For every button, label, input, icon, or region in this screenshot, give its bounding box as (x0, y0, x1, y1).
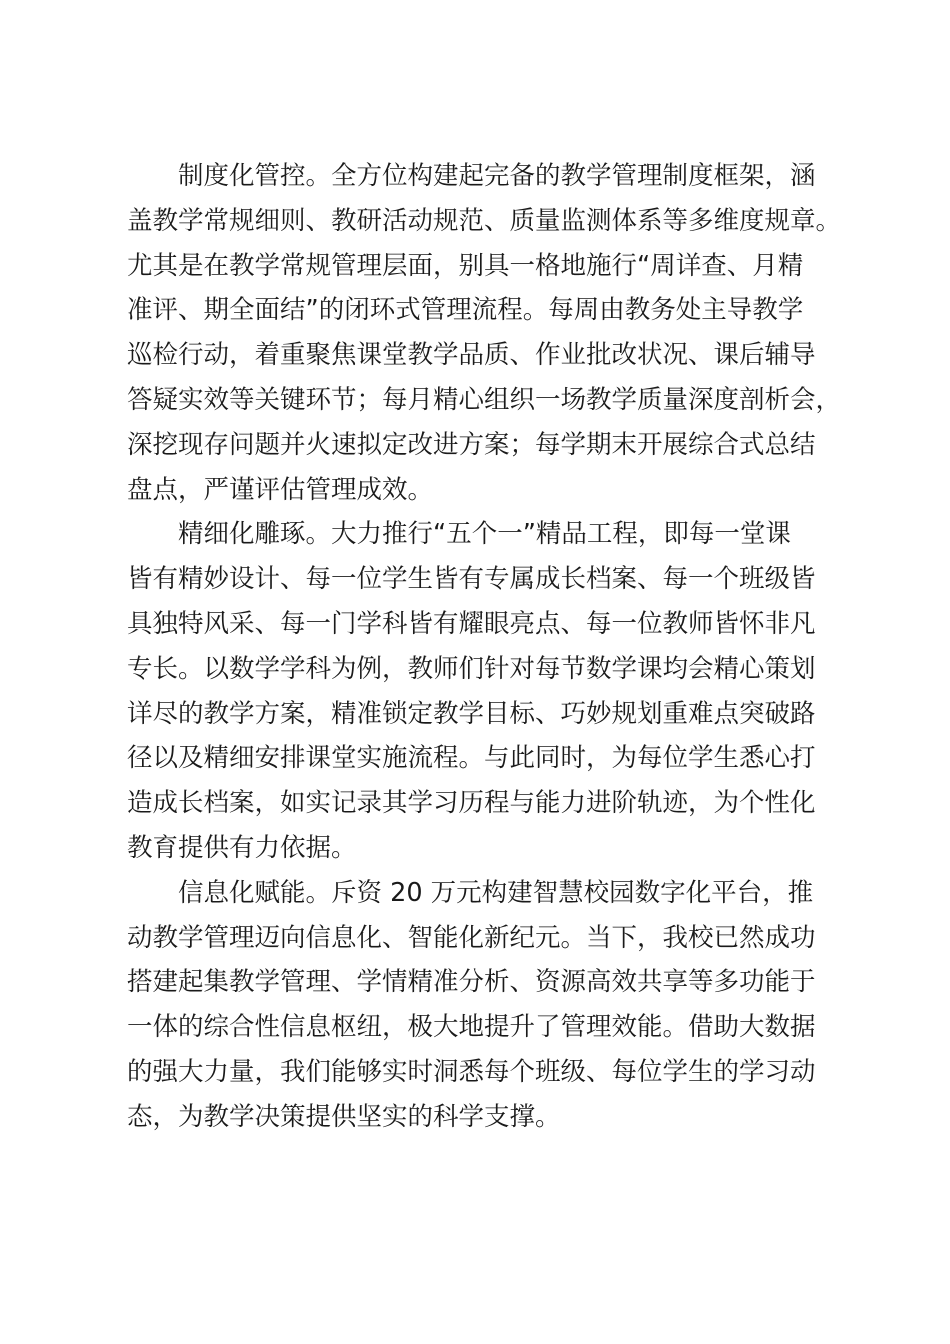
paragraph-refinement (127, 512, 839, 870)
paragraph-institutional-management (127, 154, 842, 512)
text-line: 尤其是在教学常规管理层面，别具一格地施行“周详查、月精 (127, 250, 804, 281)
text-line: 盖教学常规细则、教研活动规范、质量监测体系等多维度规章。 (127, 205, 842, 236)
text-line: 皆有精妙设计、每一位学生皆有专属成长档案、每一个班级皆 (127, 564, 816, 595)
text-line: 信息化赋能。斥资 20 万元构建智慧校园数字化平台，推 (127, 877, 814, 908)
text-line: 详尽的教学方案，精准锁定教学目标、巧妙规划重难点突破路 (127, 698, 816, 729)
text-line: 答疑实效等关键环节；每月精心组织一场教学质量深度剖析会， (127, 384, 842, 415)
text-line: 的强大力量，我们能够实时洞悉每个班级、每位学生的学习动 (127, 1056, 816, 1087)
text-line: 教育提供有力依据。 (127, 832, 357, 863)
text-line: 态，为教学决策提供坚实的科学支撑。 (127, 1101, 561, 1132)
text-line: 准评、期全面结”的闭环式管理流程。每周由教务处主导教学 (127, 295, 804, 326)
text-line: 巡检行动，着重聚焦课堂教学品质、作业批改状况、课后辅导 (127, 340, 816, 371)
text-line: 精细化雕琢。大力推行“五个一”精品工程，即每一堂课 (127, 519, 791, 550)
text-line: 动教学管理迈向信息化、智能化新纪元。当下，我校已然成功 (127, 922, 816, 953)
text-line: 制度化管控。全方位构建起完备的教学管理制度框架，涵 (127, 161, 816, 191)
text-line: 专长。以数学学科为例，教师们针对每节数学课均会精心策划 (127, 653, 816, 684)
text-line: 盘点，严谨评估管理成效。 (127, 474, 434, 505)
text-line: 造成长档案，如实记录其学习历程与能力进阶轨迹，为个性化 (127, 788, 816, 819)
text-line: 搭建起集教学管理、学情精准分析、资源高效共享等多功能于 (127, 967, 816, 998)
text-line: 一体的综合性信息枢纽，极大地提升了管理效能。借助大数据 (127, 1012, 816, 1043)
text-line: 深挖现存问题并火速拟定改进方案；每学期末开展综合式总结 (127, 429, 816, 460)
text-line: 径以及精细安排课堂实施流程。与此同时，为每位学生悉心打 (127, 743, 816, 774)
text-line: 具独特风采、每一门学科皆有耀眼亮点、每一位教师皆怀非凡 (127, 608, 816, 639)
paragraph-informatization (127, 871, 839, 1140)
document-body (127, 154, 842, 1140)
